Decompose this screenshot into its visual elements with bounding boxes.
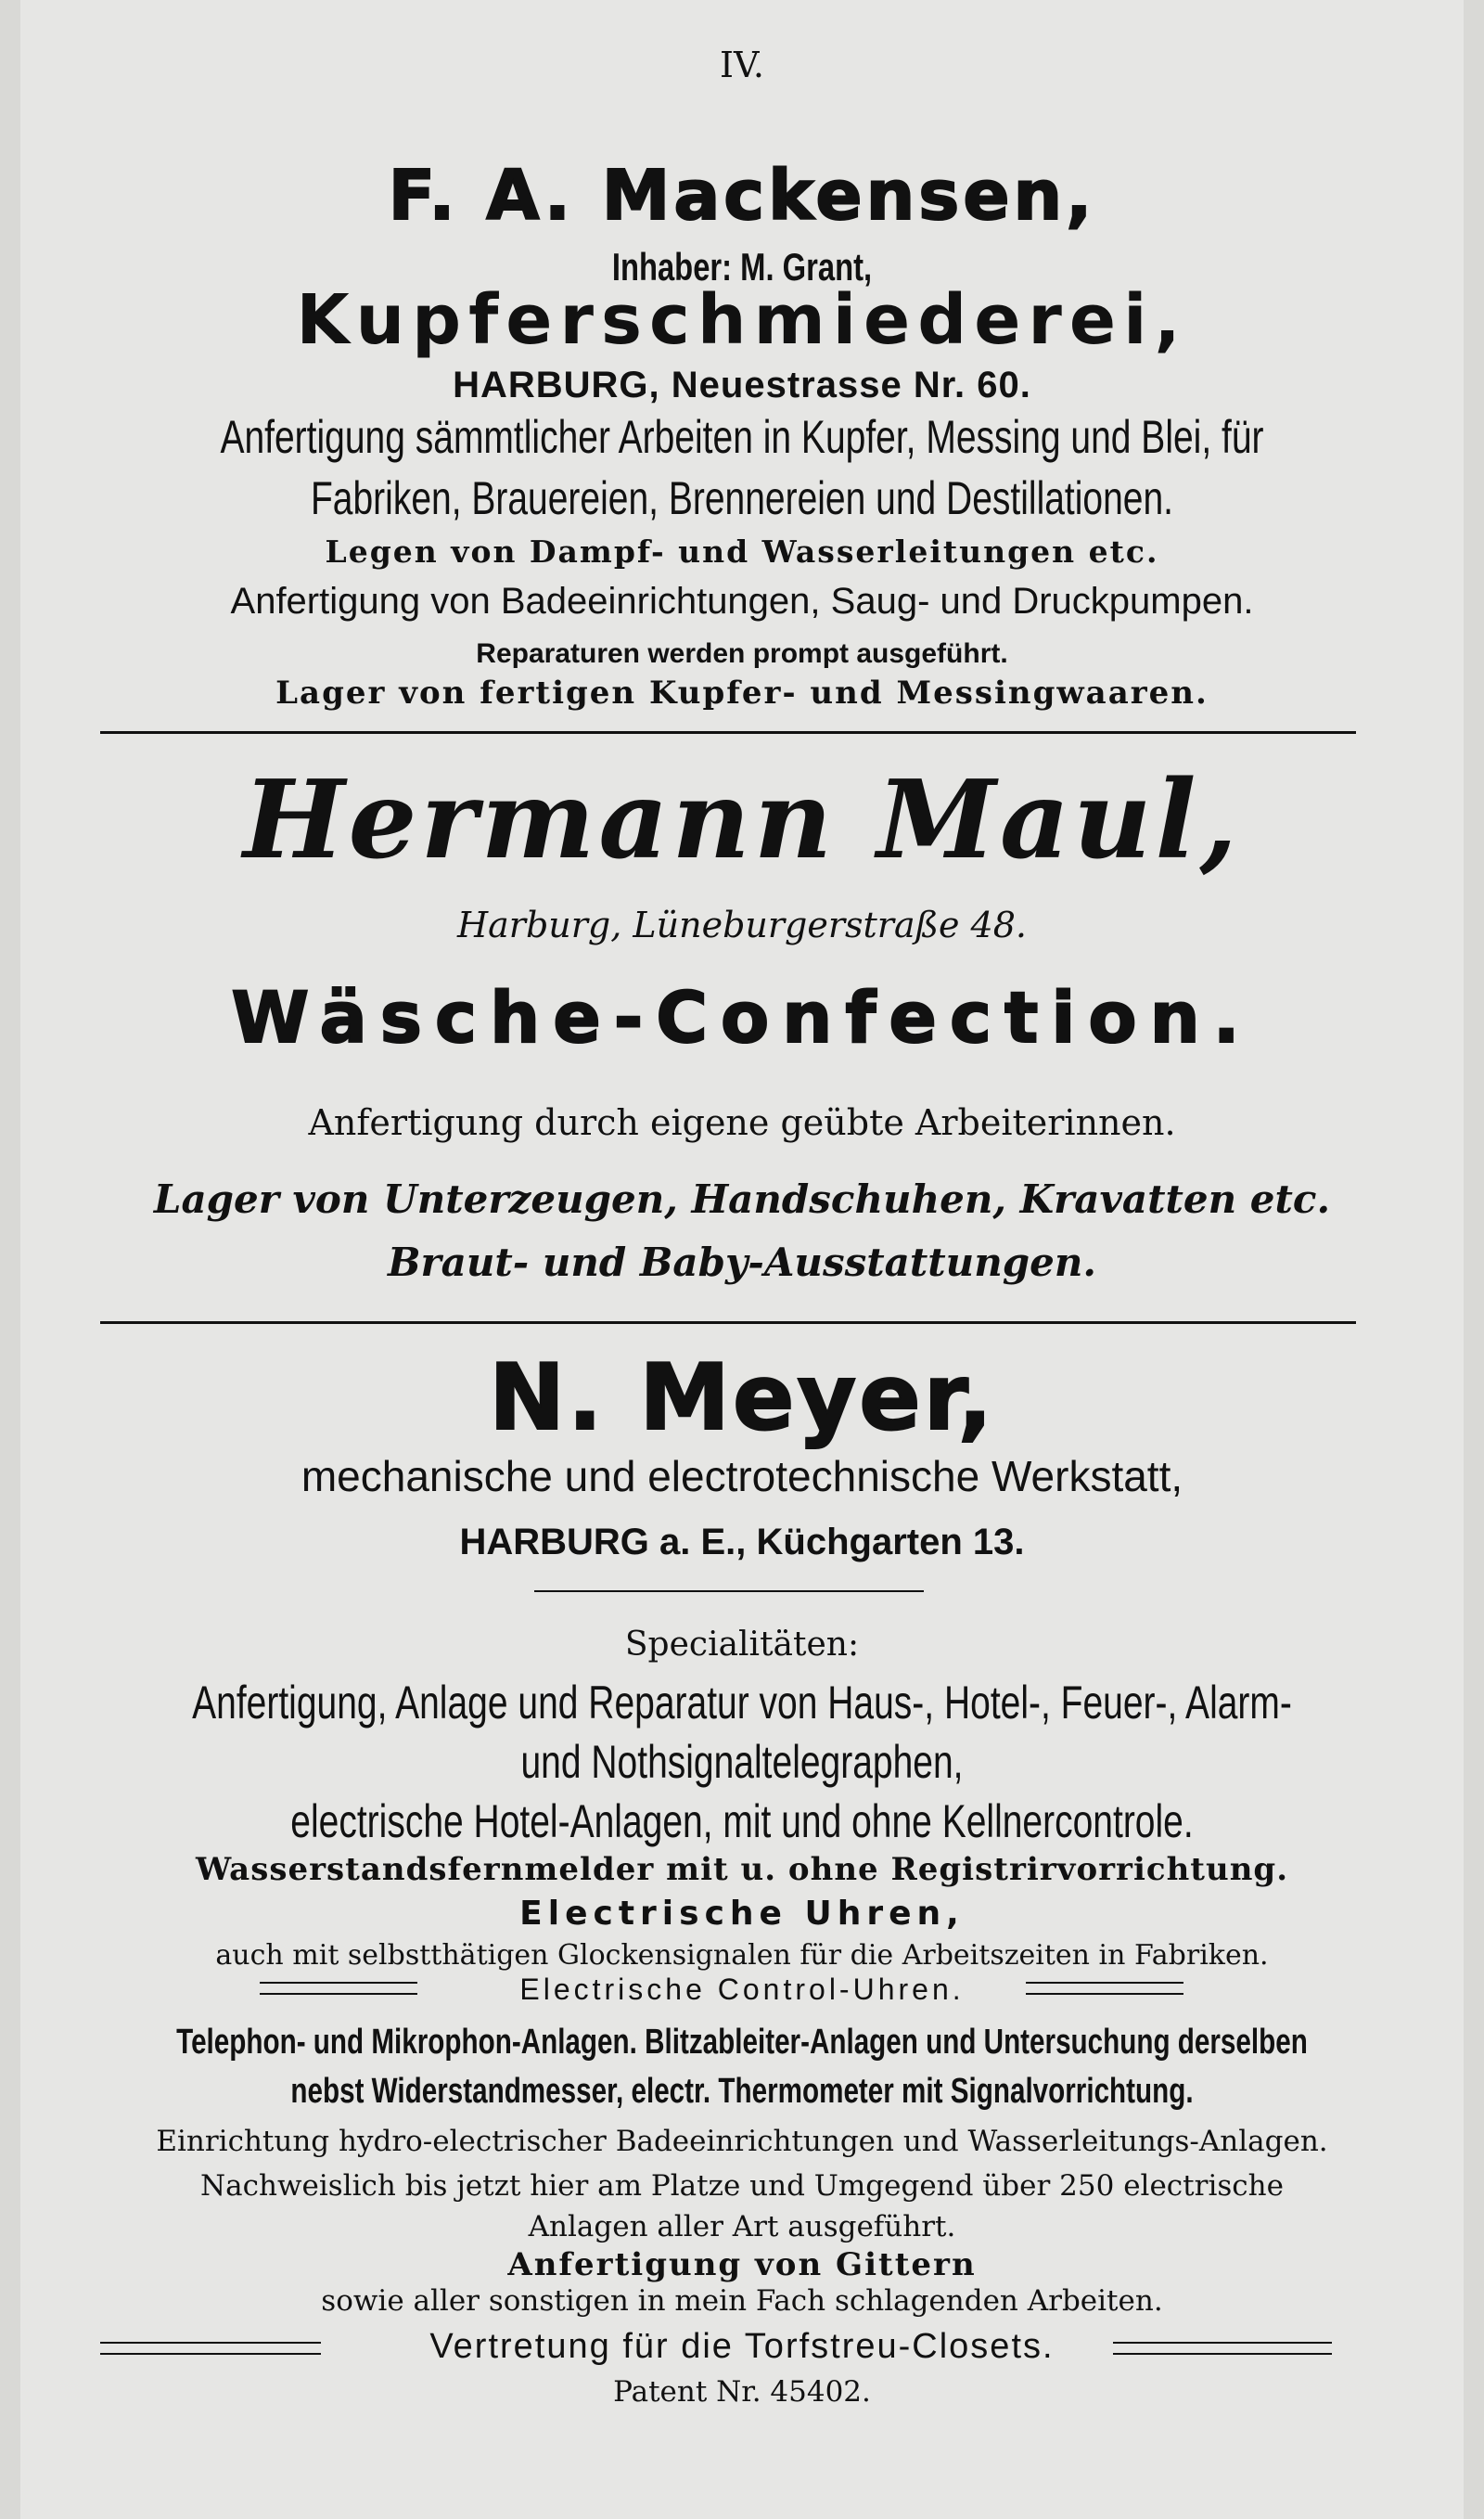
section-divider bbox=[100, 731, 1356, 734]
ad2-company-name: Hermann Maul, bbox=[243, 757, 1241, 883]
section-divider bbox=[100, 1321, 1356, 1324]
ad3-description-line10: Einrichtung hydro-electrischer Badeeinrichtungen und Wasserleitungs-Anlagen. bbox=[156, 2125, 1328, 2158]
double-rule-right bbox=[1026, 1982, 1183, 1995]
ad3-description-line15: Vertretung für die Torfstreu-Closets. bbox=[429, 2327, 1055, 2366]
ad3-specialties-heading: Specialitäten: bbox=[624, 1626, 860, 1664]
ad1-description-line2: Fabriken, Brauereien, Brennereien und Destillationen. bbox=[310, 472, 1174, 524]
ad3-description-line11: Nachweislich bis jetzt hier am Platze und Umgegend über 250 electrische bbox=[200, 2169, 1284, 2203]
ad1-description-line1: Anfertigung sämmtlicher Arbeiten in Kupfer, Messing und Blei, für bbox=[220, 411, 1264, 463]
ad1-description-line6: Lager von fertigen Kupfer- und Messingwaaren. bbox=[275, 675, 1209, 712]
ad3-trade: mechanische und electrotechnische Werkstatt, bbox=[301, 1452, 1183, 1500]
ad3-description-line2: und Nothsignaltelegraphen, bbox=[520, 1736, 964, 1788]
ad2-description-line1: Anfertigung durch eigene geübte Arbeiterinnen. bbox=[308, 1102, 1176, 1143]
ad3-patent-number: Patent Nr. 45402. bbox=[613, 2375, 871, 2409]
ad2-description-line3: Braut- und Baby-Ausstattungen. bbox=[388, 1240, 1096, 1285]
short-divider bbox=[534, 1590, 924, 1592]
ad2-description-line2: Lager von Unterzeugen, Handschuhen, Kravatten etc. bbox=[153, 1176, 1331, 1222]
ad3-company-name: N. Meyer, bbox=[489, 1345, 995, 1451]
ad2-trade: Wäsche-Confection. bbox=[231, 976, 1253, 1059]
ad3-description-line7: Electrische Control-Uhren. bbox=[519, 1973, 965, 2006]
ad3-address: HARBURG a. E., Küchgarten 13. bbox=[459, 1522, 1025, 1562]
ad1-description-line5: Reparaturen werden prompt ausgeführt. bbox=[476, 638, 1008, 669]
ad1-company-name: F. A. Mackensen, bbox=[388, 156, 1096, 236]
ad3-description-line12: Anlagen aller Art ausgeführt. bbox=[528, 2210, 956, 2243]
ad3-description-line5: Electrische Uhren, bbox=[519, 1895, 965, 1933]
page-number: IV. bbox=[720, 45, 764, 85]
ad3-description-line3: electrische Hotel-Anlagen, mit und ohne Kellnercontrole. bbox=[290, 1795, 1194, 1847]
ad2-address: Harburg, Lüneburgerstraße 48. bbox=[457, 905, 1027, 945]
ad3-description-line6: auch mit selbstthätigen Glockensignalen für die Arbeitszeiten in Fabriken. bbox=[215, 1939, 1269, 1972]
ad1-description-line3: Legen von Dampf- und Wasserleitungen etc. bbox=[325, 533, 1159, 570]
ad1-description-line4: Anfertigung von Badeeinrichtungen, Saug- und Druckpumpen. bbox=[230, 581, 1254, 622]
double-rule-right bbox=[1113, 2342, 1332, 2355]
ad3-description-line9: nebst Widerstandmesser, electr. Thermometer mit Signalvorrichtung. bbox=[290, 2072, 1194, 2111]
ad3-description-line4: Wasserstandsfernmelder mit u. ohne Registrirvorrichtung. bbox=[195, 1851, 1289, 1888]
ad3-description-line14: sowie aller sonstigen in mein Fach schlagenden Arbeiten. bbox=[321, 2284, 1163, 2318]
ad3-description-line1: Anfertigung, Anlage und Reparatur von Haus-, Hotel-, Feuer-, Alarm- bbox=[192, 1677, 1292, 1729]
ad1-address: HARBURG, Neuestrasse Nr. 60. bbox=[453, 365, 1031, 405]
ad3-description-line8: Telephon- und Mikrophon-Anlagen. Blitzableiter-Anlagen und Untersuchung derselben bbox=[176, 2023, 1308, 2062]
ad1-trade: Kupferschmiederei, bbox=[296, 280, 1188, 360]
ad1-owner: Inhaber: M. Grant, bbox=[611, 245, 873, 289]
ad3-description-line13: Anfertigung von Gittern bbox=[507, 2246, 977, 2283]
